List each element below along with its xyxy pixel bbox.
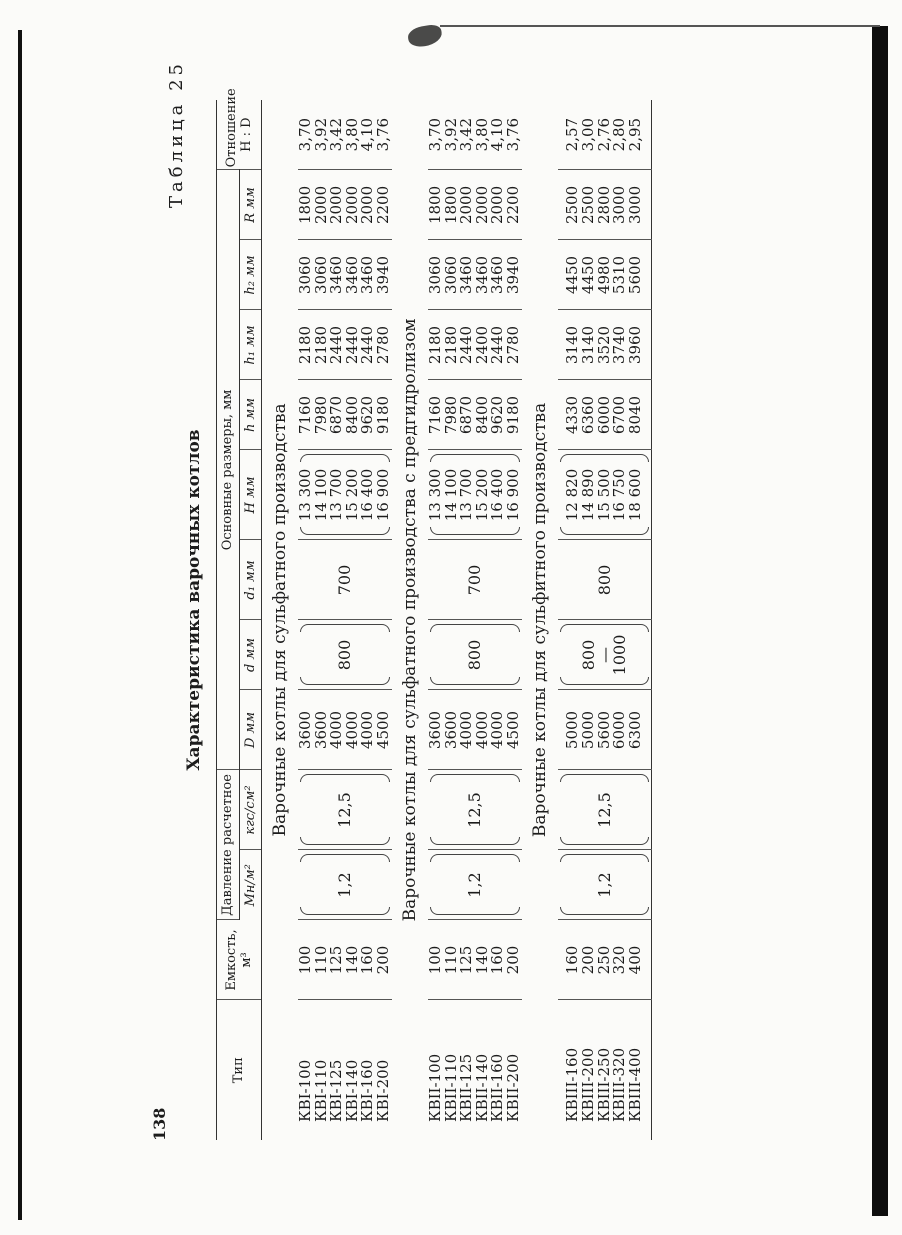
value-R: 2000 — [327, 185, 346, 225]
table-label: Таблица 25 — [166, 60, 187, 208]
value-ratio: 2,76 — [594, 117, 613, 152]
cell-d — [428, 620, 522, 690]
brace-left — [430, 527, 520, 535]
value-type: КВIII-400 — [625, 1047, 644, 1122]
value-type: КВIII-320 — [610, 1047, 629, 1122]
value-D: 4000 — [472, 710, 491, 750]
value-H: 18 600 — [625, 468, 644, 522]
header-col-R: R мм — [239, 170, 262, 240]
header-ratio: Отношение H : D — [217, 100, 262, 170]
value-h2: 3060 — [295, 255, 314, 295]
cell-capacity — [558, 920, 652, 1000]
brace-right — [560, 855, 650, 863]
cell-H — [295, 450, 392, 540]
value-h1: 2440 — [488, 325, 507, 365]
table-title: Характеристика варочных котлов — [184, 429, 204, 771]
value-H: 15 500 — [594, 468, 613, 522]
value-h1: 3140 — [579, 325, 598, 365]
value-R: 2000 — [472, 185, 491, 225]
value-D: 6300 — [625, 710, 644, 750]
value-h: 7980 — [441, 395, 460, 435]
cell-ratio — [425, 100, 522, 170]
value-R: 3000 — [625, 185, 644, 225]
value-H: 16 400 — [358, 468, 377, 522]
value-h2: 3940 — [503, 255, 522, 295]
value-D: 3600 — [441, 710, 460, 750]
value-H: 14 100 — [441, 468, 460, 522]
value-pressure-kgs: 12,5 — [465, 792, 485, 828]
value-D: 3600 — [425, 710, 444, 750]
value-h1: 3960 — [625, 325, 644, 365]
value-d: 800 — [579, 639, 599, 671]
cell-h2 — [558, 240, 652, 310]
brace-left — [300, 527, 390, 535]
value-R: 2800 — [594, 185, 613, 225]
value-capacity: 110 — [441, 945, 460, 975]
value-D: 5000 — [579, 710, 598, 750]
value-ratio: 3,00 — [579, 117, 598, 152]
cell-D — [425, 690, 522, 770]
value-capacity: 140 — [472, 945, 491, 975]
value-H: 13 700 — [327, 468, 346, 522]
header-pressure-kgs: кгс/см² — [239, 770, 262, 850]
value-ratio: 4,10 — [488, 117, 507, 152]
value-type: КВII-125 — [457, 1053, 476, 1122]
value-h2: 5600 — [625, 255, 644, 295]
value-R: 2200 — [373, 185, 392, 225]
cell-h — [425, 380, 522, 450]
cell-h1 — [295, 310, 392, 380]
scan-right-edge — [872, 26, 888, 1216]
value-capacity: 320 — [610, 945, 629, 975]
value-type: КВI-160 — [358, 1059, 377, 1122]
cell-ratio — [295, 100, 392, 170]
brace-left — [560, 838, 650, 846]
value-R: 2000 — [342, 185, 361, 225]
value-h: 7980 — [311, 395, 330, 435]
value-h1: 2180 — [425, 325, 444, 365]
value-capacity: 125 — [457, 945, 476, 975]
section-title: Варочные котлы для сульфатного производства с предгидролизом — [399, 318, 420, 922]
value-ratio: 2,80 — [610, 117, 629, 152]
boiler-table — [216, 88, 652, 1140]
value-h: 7160 — [295, 395, 314, 435]
value-D: 4000 — [488, 710, 507, 750]
brace-right — [300, 774, 390, 782]
header-pressure: Давление расчетное — [217, 770, 240, 920]
value-h: 9620 — [488, 395, 507, 435]
value-ratio: 4,10 — [358, 117, 377, 152]
value-R: 2000 — [358, 185, 377, 225]
value-capacity: 100 — [425, 945, 444, 975]
value-D: 4000 — [342, 710, 361, 750]
page-number: 138 — [150, 1107, 169, 1141]
cell-type — [425, 1000, 522, 1140]
cell-R — [295, 170, 392, 240]
header-col-H: H мм — [239, 450, 262, 540]
value-h2: 3460 — [342, 255, 361, 295]
pressure-kgs — [298, 770, 392, 850]
d1 — [298, 540, 392, 620]
brace-left — [300, 908, 390, 916]
value-h1: 3520 — [594, 325, 613, 365]
header-col-h: h мм — [239, 380, 262, 450]
value-D: 4000 — [457, 710, 476, 750]
value-type: КВI-200 — [373, 1059, 392, 1122]
section-group — [428, 100, 522, 1140]
value-h1: 2440 — [327, 325, 346, 365]
value-capacity: 160 — [488, 945, 507, 975]
value-d: 1000 — [610, 634, 630, 676]
value-type: КВII-110 — [441, 1053, 460, 1122]
value-h: 8400 — [472, 395, 491, 435]
value-R: 3000 — [610, 185, 629, 225]
value-h1: 2780 — [503, 325, 522, 365]
value-ratio: 3,92 — [441, 117, 460, 152]
value-R: 2500 — [563, 185, 582, 225]
value-D: 4500 — [373, 710, 392, 750]
value-h: 4330 — [563, 395, 582, 435]
value-h1: 2180 — [295, 325, 314, 365]
header-col-h1: h₁ мм — [239, 310, 262, 380]
value-h: 8040 — [625, 395, 644, 435]
pressure-mn — [298, 850, 392, 920]
section-group — [558, 100, 652, 1140]
value-R: 2000 — [457, 185, 476, 225]
value-capacity: 200 — [579, 945, 598, 975]
value-capacity: 400 — [625, 945, 644, 975]
brace-left — [560, 677, 650, 685]
pressure-kgs — [558, 770, 652, 850]
value-H: 16 900 — [373, 468, 392, 522]
value-h: 6870 — [457, 395, 476, 435]
pressure-mn — [428, 850, 522, 920]
value-type: КВIII-160 — [563, 1047, 582, 1122]
value-ratio: 3,70 — [295, 117, 314, 152]
value-capacity: 100 — [295, 945, 314, 975]
header-col-d: d мм — [239, 620, 262, 690]
value-type: КВI-125 — [327, 1059, 346, 1122]
cell-d — [558, 620, 652, 690]
value-h2: 3460 — [488, 255, 507, 295]
value-d: — — [594, 646, 614, 663]
section-title: Варочные котлы для сульфитного производства — [529, 402, 550, 838]
value-h1: 2440 — [457, 325, 476, 365]
cell-capacity — [425, 920, 522, 1000]
cell-type — [295, 1000, 392, 1140]
pressure-mn — [558, 850, 652, 920]
brace-left — [560, 908, 650, 916]
value-type: КВII-100 — [425, 1053, 444, 1122]
value-h1: 3740 — [610, 325, 629, 365]
value-h1: 2180 — [311, 325, 330, 365]
value-R: 1800 — [295, 185, 314, 225]
header-col-h2: h₂ мм — [239, 240, 262, 310]
section-title: Варочные котлы для сульфатного производства — [269, 403, 290, 837]
value-d: 800 — [464, 639, 484, 671]
value-capacity: 200 — [503, 945, 522, 975]
rotated-table-area — [100, 60, 860, 1140]
value-H: 15 200 — [472, 468, 491, 522]
value-h: 6000 — [594, 395, 613, 435]
brace-right — [560, 454, 650, 462]
value-type: КВI-100 — [295, 1059, 314, 1122]
value-R: 2200 — [503, 185, 522, 225]
header-col-D: D мм — [239, 690, 262, 770]
value-h1: 2780 — [373, 325, 392, 365]
scan-top-edge — [440, 25, 880, 27]
value-h1: 2180 — [441, 325, 460, 365]
header-pressure-mn: Мн/м² — [239, 850, 262, 920]
cell-h — [558, 380, 652, 450]
cell-H — [425, 450, 522, 540]
value-H: 12 820 — [563, 468, 582, 522]
value-H: 13 300 — [295, 468, 314, 522]
brace-right — [430, 855, 520, 863]
table-bottom-rule — [652, 100, 653, 1140]
value-ratio: 3,42 — [457, 117, 476, 152]
d1 — [428, 540, 522, 620]
value-h: 6870 — [327, 395, 346, 435]
value-type: КВII-160 — [488, 1053, 507, 1122]
value-h2: 3060 — [425, 255, 444, 295]
value-ratio: 3,70 — [425, 117, 444, 152]
value-h: 9180 — [373, 395, 392, 435]
value-ratio: 3,92 — [311, 117, 330, 152]
value-pressure-mn: 1,2 — [335, 872, 355, 898]
cell-ratio — [558, 100, 652, 170]
value-D: 4000 — [327, 710, 346, 750]
section-group — [298, 100, 392, 1140]
cell-h1 — [425, 310, 522, 380]
value-type: КВIII-200 — [579, 1047, 598, 1122]
value-h2: 4450 — [579, 255, 598, 295]
brace-left — [430, 838, 520, 846]
value-h2: 4980 — [594, 255, 613, 295]
value-h2: 3060 — [311, 255, 330, 295]
value-h2: 3060 — [441, 255, 460, 295]
cell-capacity — [295, 920, 392, 1000]
value-h2: 4450 — [563, 255, 582, 295]
value-ratio: 3,42 — [327, 117, 346, 152]
value-h1: 3140 — [563, 325, 582, 365]
value-ratio: 3,80 — [472, 117, 491, 152]
cell-R — [425, 170, 522, 240]
value-capacity: 160 — [358, 945, 377, 975]
brace-left — [430, 908, 520, 916]
value-h2: 3460 — [358, 255, 377, 295]
value-H: 13 700 — [457, 468, 476, 522]
value-pressure-kgs: 12,5 — [594, 792, 614, 828]
cell-H — [558, 450, 652, 540]
value-type: КВII-140 — [472, 1053, 491, 1122]
scan-left-edge — [18, 30, 22, 1220]
brace-left — [300, 838, 390, 846]
value-h: 6360 — [579, 395, 598, 435]
value-R: 2000 — [311, 185, 330, 225]
value-H: 14 100 — [311, 468, 330, 522]
value-R: 2000 — [488, 185, 507, 225]
brace-right — [430, 624, 520, 632]
value-h: 6700 — [610, 395, 629, 435]
cell-R — [558, 170, 652, 240]
value-D: 4500 — [503, 710, 522, 750]
value-D: 4000 — [358, 710, 377, 750]
value-H: 16 900 — [503, 468, 522, 522]
value-d1: 800 — [594, 564, 614, 596]
value-h1: 2440 — [358, 325, 377, 365]
table-body — [262, 100, 653, 1140]
value-pressure-kgs: 12,5 — [335, 792, 355, 828]
brace-right — [430, 774, 520, 782]
cell-D — [295, 690, 392, 770]
brace-right — [560, 624, 650, 632]
brace-right — [430, 454, 520, 462]
value-h2: 3460 — [472, 255, 491, 295]
value-D: 3600 — [311, 710, 330, 750]
value-d1: 700 — [465, 564, 485, 596]
value-D: 6000 — [610, 710, 629, 750]
cell-h2 — [295, 240, 392, 310]
value-capacity: 200 — [373, 945, 392, 975]
value-R: 2500 — [579, 185, 598, 225]
value-pressure-mn: 1,2 — [465, 872, 485, 898]
scan-smudge — [407, 23, 444, 49]
value-type: КВII-200 — [503, 1053, 522, 1122]
header-col-d1: d₁ мм — [239, 540, 262, 620]
value-type: КВI-140 — [342, 1059, 361, 1122]
brace-right — [560, 774, 650, 782]
value-h2: 3460 — [327, 255, 346, 295]
cell-h1 — [558, 310, 652, 380]
value-capacity: 125 — [327, 945, 346, 975]
value-ratio: 3,80 — [342, 117, 361, 152]
value-h: 9180 — [503, 395, 522, 435]
value-R: 1800 — [425, 185, 444, 225]
cell-type — [558, 1000, 652, 1140]
brace-left — [430, 677, 520, 685]
value-H: 16 750 — [610, 468, 629, 522]
value-ratio: 3,76 — [373, 117, 392, 152]
value-h: 8400 — [342, 395, 361, 435]
cell-d — [298, 620, 392, 690]
value-H: 15 200 — [342, 468, 361, 522]
cell-h — [295, 380, 392, 450]
header-dimensions: Основные размеры, мм — [217, 170, 240, 770]
value-type: КВIII-250 — [594, 1047, 613, 1122]
value-h: 7160 — [425, 395, 444, 435]
value-h2: 5310 — [610, 255, 629, 295]
value-D: 5000 — [563, 710, 582, 750]
brace-right — [300, 624, 390, 632]
value-capacity: 110 — [311, 945, 330, 975]
header-capacity: Емкость, м³ — [217, 920, 262, 1000]
cell-D — [558, 690, 652, 770]
value-h1: 2440 — [342, 325, 361, 365]
value-ratio: 2,95 — [625, 117, 644, 152]
d1 — [558, 540, 652, 620]
value-H: 13 300 — [425, 468, 444, 522]
cell-h2 — [425, 240, 522, 310]
value-h2: 3460 — [457, 255, 476, 295]
value-pressure-mn: 1,2 — [594, 872, 614, 898]
brace-right — [300, 855, 390, 863]
value-D: 5600 — [594, 710, 613, 750]
brace-left — [560, 527, 650, 535]
value-type: КВI-110 — [311, 1059, 330, 1122]
brace-left — [300, 677, 390, 685]
value-h: 9620 — [358, 395, 377, 435]
value-d: 800 — [334, 639, 354, 671]
brace-right — [300, 454, 390, 462]
value-ratio: 2,57 — [563, 117, 582, 152]
value-h2: 3940 — [373, 255, 392, 295]
value-capacity: 140 — [342, 945, 361, 975]
value-h1: 2400 — [472, 325, 491, 365]
value-D: 3600 — [295, 710, 314, 750]
header-type: Тип — [217, 1000, 262, 1140]
value-H: 14 890 — [579, 468, 598, 522]
value-capacity: 250 — [594, 945, 613, 975]
value-ratio: 3,76 — [503, 117, 522, 152]
value-capacity: 160 — [563, 945, 582, 975]
pressure-kgs — [428, 770, 522, 850]
value-d1: 700 — [335, 564, 355, 596]
value-R: 1800 — [441, 185, 460, 225]
value-H: 16 400 — [488, 468, 507, 522]
